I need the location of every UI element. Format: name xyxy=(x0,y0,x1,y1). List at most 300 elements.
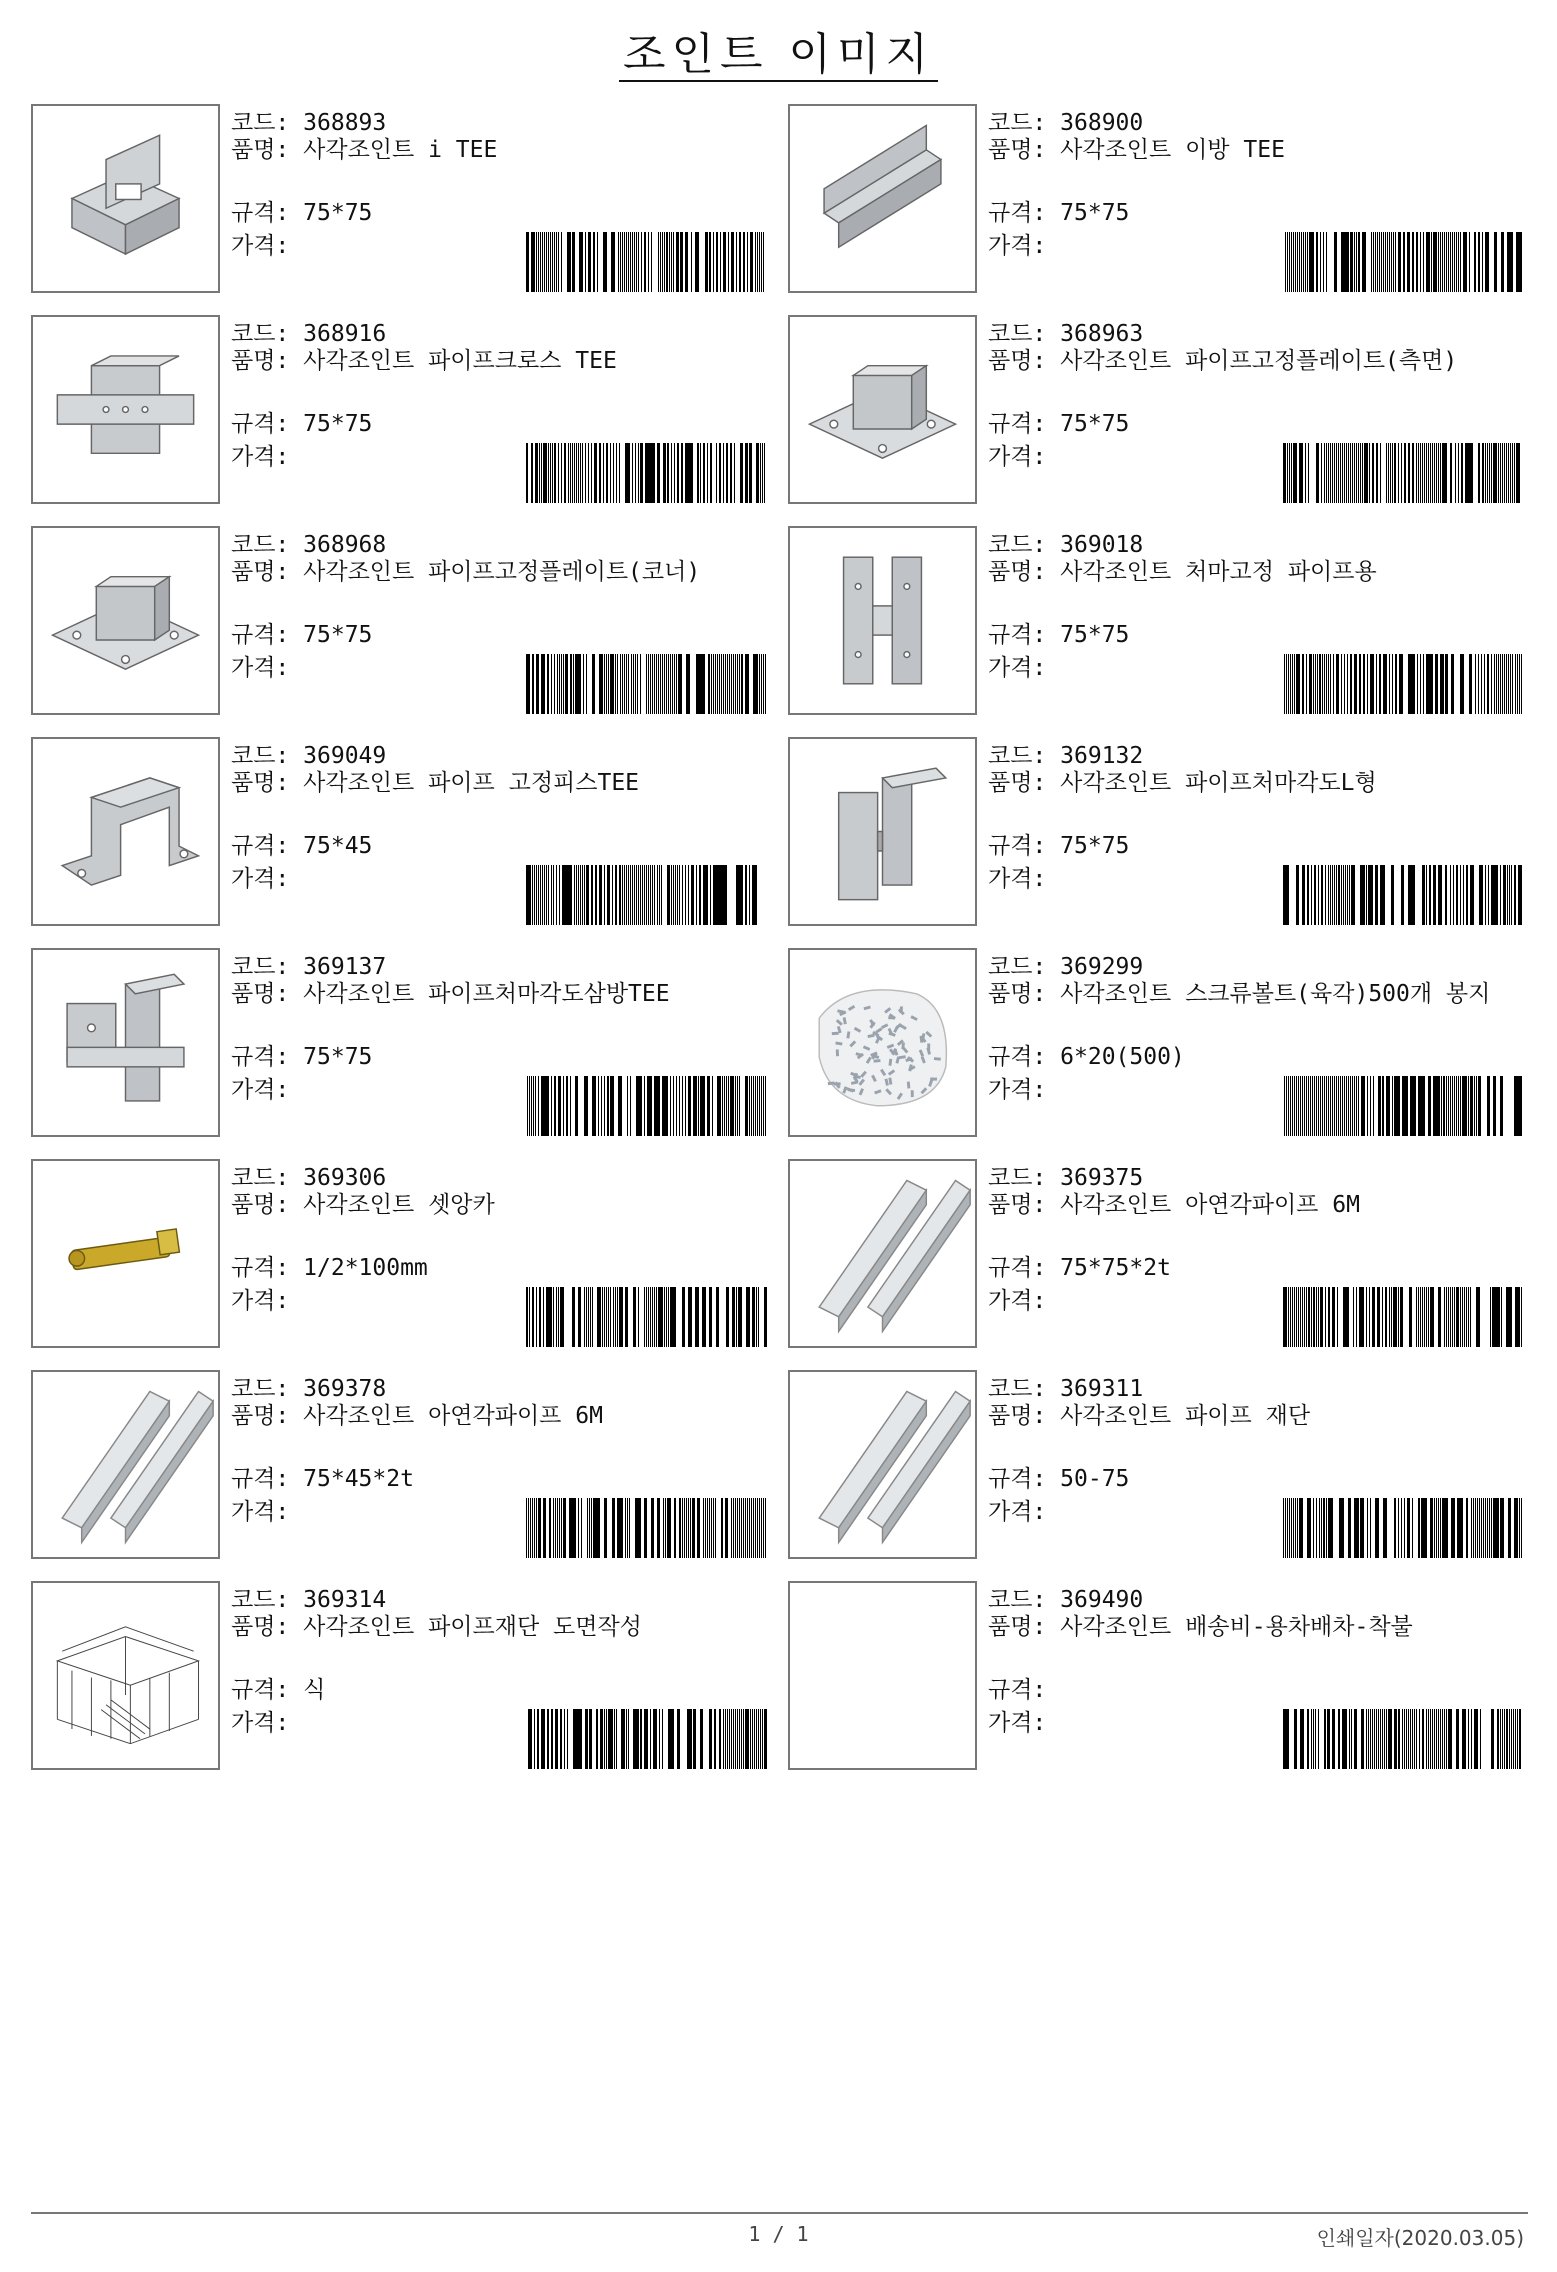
barcode-bar xyxy=(653,1709,654,1769)
barcode-bar xyxy=(619,443,620,503)
product-info xyxy=(988,526,1528,716)
barcode-bar xyxy=(592,1287,593,1347)
barcode-bar xyxy=(533,232,534,292)
barcode-bar xyxy=(1396,1076,1397,1136)
barcode-bar xyxy=(736,1287,737,1347)
barcode-bar xyxy=(1489,1498,1490,1558)
product-image xyxy=(31,1159,220,1348)
product-info xyxy=(231,104,771,294)
barcode-bar xyxy=(1429,654,1430,714)
barcode-bar xyxy=(714,865,715,925)
barcode-bar xyxy=(1292,1287,1293,1347)
barcode-bar xyxy=(526,1287,527,1347)
barcode-bar xyxy=(1377,443,1378,503)
product-card xyxy=(788,1370,1528,1560)
barcode-bar xyxy=(551,1709,552,1769)
barcode-bar xyxy=(1347,865,1348,925)
product-spec: 규격: 식 xyxy=(231,1677,326,1703)
barcode-bar xyxy=(1297,1498,1298,1558)
barcode-bar xyxy=(591,443,592,503)
barcode-bar xyxy=(529,1076,530,1136)
product-code: 코드: 368963 xyxy=(988,321,1144,347)
barcode-bar xyxy=(1341,865,1342,925)
barcode-bar xyxy=(1462,1076,1463,1136)
barcode-bar xyxy=(1316,443,1317,503)
barcode-bar xyxy=(538,1076,539,1136)
product-code: 코드: 368916 xyxy=(231,321,387,347)
product-spec: 규격: 75*75 xyxy=(231,622,373,648)
barcode-bar xyxy=(1429,232,1430,292)
barcode-bar xyxy=(689,1076,690,1136)
barcode-bar xyxy=(1428,1287,1429,1347)
barcode-bar xyxy=(709,1709,712,1769)
barcode-bar xyxy=(1305,443,1306,503)
barcode-bar xyxy=(1473,1498,1474,1558)
barcode-bar xyxy=(598,1076,599,1136)
barcode-bar xyxy=(1309,232,1310,292)
barcode-bar xyxy=(693,865,694,925)
barcode-bar xyxy=(737,1076,738,1136)
barcode-bar xyxy=(575,1076,578,1136)
barcode-bar xyxy=(1382,1076,1383,1136)
barcode-bar xyxy=(1462,1287,1463,1347)
barcode-bar xyxy=(1466,865,1467,925)
barcode-bar xyxy=(578,865,579,925)
barcode-bar xyxy=(617,654,618,714)
barcode-bar xyxy=(1414,1709,1415,1769)
barcode-bar xyxy=(650,654,651,714)
barcode-bar xyxy=(1448,1287,1449,1347)
barcode-bar xyxy=(1457,1498,1460,1558)
barcode-bar xyxy=(1337,654,1338,714)
barcode-bar xyxy=(742,654,743,714)
barcode-bar xyxy=(624,654,625,714)
barcode-bar xyxy=(1302,865,1303,925)
barcode-bar xyxy=(757,1076,758,1136)
barcode-bar xyxy=(1407,232,1408,292)
barcode-bar xyxy=(1468,1076,1469,1136)
barcode-bar xyxy=(1321,1287,1322,1347)
barcode-bar xyxy=(1466,1076,1467,1136)
barcode-bar xyxy=(1487,654,1488,714)
barcode-bar xyxy=(638,443,639,503)
barcode-bar xyxy=(677,1709,680,1769)
barcode-bar xyxy=(1286,865,1289,925)
barcode-bar xyxy=(1446,232,1447,292)
barcode-bar xyxy=(559,1076,560,1136)
barcode-bar xyxy=(571,654,572,714)
barcode-bar xyxy=(1376,443,1377,503)
product-card xyxy=(31,737,771,927)
barcode-bar xyxy=(1385,232,1386,292)
barcode-bar xyxy=(645,232,646,292)
barcode-bar xyxy=(1386,1709,1387,1769)
barcode-bar xyxy=(1283,443,1284,503)
barcode-bar xyxy=(659,1076,660,1136)
barcode-bar xyxy=(558,443,559,503)
barcode-bar xyxy=(565,443,566,503)
barcode-bar xyxy=(596,865,597,925)
barcode-bar xyxy=(652,654,653,714)
barcode-bar xyxy=(1361,1498,1364,1558)
barcode-bar xyxy=(596,1709,598,1769)
barcode-bar xyxy=(527,1076,528,1136)
barcode-bar xyxy=(1448,1076,1449,1136)
barcode-bar xyxy=(1438,1709,1439,1769)
product-price: 가격: xyxy=(988,1710,1047,1736)
barcode-bar xyxy=(608,865,609,925)
barcode-bar xyxy=(693,1076,694,1136)
barcode-bar xyxy=(620,654,621,714)
barcode-bar xyxy=(664,443,665,503)
barcode-bar xyxy=(1372,654,1373,714)
barcode-bar xyxy=(1296,865,1299,925)
barcode-bar xyxy=(577,654,578,714)
barcode-bar xyxy=(685,232,686,292)
barcode-bar xyxy=(526,443,528,503)
barcode-bar xyxy=(732,1287,733,1347)
barcode-bar xyxy=(655,1076,656,1136)
barcode-bar xyxy=(671,1709,674,1769)
barcode-bar xyxy=(735,654,736,714)
barcode-bar xyxy=(640,1709,641,1769)
barcode-bar xyxy=(1502,443,1503,503)
barcode-bar xyxy=(1474,232,1475,292)
barcode-bar xyxy=(658,232,659,292)
barcode-bar xyxy=(752,232,753,292)
barcode-bar xyxy=(1456,1709,1459,1769)
product-card xyxy=(31,526,771,716)
barcode-bar xyxy=(1478,1076,1481,1136)
barcode-bar xyxy=(1444,1709,1445,1769)
barcode-bar xyxy=(1455,443,1456,503)
barcode-bar xyxy=(1306,654,1307,714)
barcode-bar xyxy=(538,232,539,292)
barcode-bar xyxy=(667,1076,668,1136)
barcode-bar xyxy=(741,865,742,925)
barcode-bar xyxy=(1460,865,1461,925)
barcode-bar xyxy=(1498,654,1499,714)
barcode-bar xyxy=(1396,654,1397,714)
barcode xyxy=(1283,1076,1528,1136)
barcode-bar xyxy=(601,865,602,925)
barcode-bar xyxy=(1494,865,1495,925)
barcode-bar xyxy=(690,1076,691,1136)
barcode-bar xyxy=(703,865,704,925)
barcode-bar xyxy=(636,232,637,292)
barcode-bar xyxy=(586,654,587,714)
barcode-bar xyxy=(749,1076,750,1136)
barcode-bar xyxy=(557,654,558,714)
barcode-bar xyxy=(1422,443,1423,503)
barcode-bar xyxy=(685,865,686,925)
barcode-bar xyxy=(1464,232,1465,292)
product-price: 가격: xyxy=(988,444,1047,470)
barcode-bar xyxy=(1362,443,1363,503)
barcode xyxy=(526,443,771,503)
barcode-bar xyxy=(1389,654,1390,714)
barcode-bar xyxy=(539,1287,540,1347)
barcode-bar xyxy=(1404,1498,1405,1558)
barcode-bar xyxy=(1510,654,1511,714)
barcode-bar xyxy=(583,654,584,714)
barcode-bar xyxy=(749,443,752,503)
barcode-bar xyxy=(582,443,583,503)
barcode-bar xyxy=(627,1076,628,1136)
barcode xyxy=(1283,443,1528,503)
barcode-bar xyxy=(1408,1709,1409,1769)
barcode-bar xyxy=(1387,1076,1388,1136)
barcode-bar xyxy=(1326,232,1327,292)
barcode-bar xyxy=(1412,1076,1413,1136)
barcode-bar xyxy=(705,865,706,925)
barcode-bar xyxy=(713,865,714,925)
barcode-bar xyxy=(1465,232,1466,292)
barcode-bar xyxy=(743,1498,744,1558)
barcode-bar xyxy=(716,1287,719,1347)
barcode-bar xyxy=(1423,232,1424,292)
barcode-bar xyxy=(661,865,662,925)
barcode-bar xyxy=(1487,1498,1488,1558)
barcode-bar xyxy=(1376,654,1377,714)
barcode-bar xyxy=(1384,654,1385,714)
barcode-bar xyxy=(640,654,641,714)
barcode-bar xyxy=(1338,443,1339,503)
barcode-bar xyxy=(1317,654,1318,714)
barcode-bar xyxy=(692,443,693,503)
barcode-bar xyxy=(587,865,588,925)
barcode-bar xyxy=(634,232,635,292)
barcode-bar xyxy=(1422,1709,1423,1769)
barcode-bar xyxy=(663,1498,664,1558)
barcode-bar xyxy=(627,1498,628,1558)
barcode-bar xyxy=(729,654,730,714)
barcode-bar xyxy=(1328,443,1329,503)
barcode-bar xyxy=(528,232,529,292)
barcode-bar xyxy=(680,232,683,292)
barcode-bar xyxy=(554,232,555,292)
barcode-bar xyxy=(715,1498,716,1558)
barcode-bar xyxy=(1303,232,1304,292)
barcode-bar xyxy=(723,654,724,714)
barcode-bar xyxy=(1326,1498,1327,1558)
barcode-bar xyxy=(759,654,760,714)
barcode-bar xyxy=(557,1498,558,1558)
barcode-bar xyxy=(745,865,746,925)
barcode-bar xyxy=(1287,1498,1288,1558)
barcode-bar xyxy=(675,865,676,925)
barcode-bar xyxy=(1320,1287,1321,1347)
barcode-bar xyxy=(527,232,528,292)
barcode-bar xyxy=(1307,232,1308,292)
barcode-bar xyxy=(715,865,716,925)
barcode-bar xyxy=(696,865,697,925)
product-name: 품명: 사각조인트 처마고정 파이프용 xyxy=(988,559,1377,585)
barcode-bar xyxy=(646,1709,647,1769)
barcode-bar xyxy=(1496,443,1497,503)
barcode-bar xyxy=(1422,865,1425,925)
barcode-bar xyxy=(1445,654,1448,714)
barcode-bar xyxy=(1493,1498,1494,1558)
barcode-bar xyxy=(1291,1498,1292,1558)
barcode-bar xyxy=(1368,1709,1369,1769)
barcode-bar xyxy=(1424,443,1425,503)
barcode-bar xyxy=(1446,1076,1447,1136)
barcode-bar xyxy=(1487,1076,1490,1136)
barcode-bar xyxy=(1286,1287,1287,1347)
barcode-bar xyxy=(1458,232,1459,292)
barcode-bar xyxy=(1484,654,1485,714)
product-image xyxy=(788,315,977,504)
barcode-bar xyxy=(1354,1076,1355,1136)
barcode-bar xyxy=(1330,654,1331,714)
product-card xyxy=(788,104,1528,294)
barcode-bar xyxy=(544,654,545,714)
barcode-bar xyxy=(650,1076,651,1136)
barcode-bar xyxy=(531,1709,532,1769)
barcode-bar xyxy=(592,654,595,714)
barcode-bar xyxy=(612,1709,613,1769)
barcode-bar xyxy=(1395,1498,1396,1558)
product-name: 품명: 사각조인트 아연각파이프 6M xyxy=(231,1403,603,1429)
product-name: 품명: 사각조인트 파이프고정플레이트(코너) xyxy=(231,559,701,585)
barcode-bar xyxy=(1422,1287,1423,1347)
barcode-bar xyxy=(1444,1287,1445,1347)
u-channel-joint-icon xyxy=(790,106,975,291)
barcode-bar xyxy=(666,1076,667,1136)
barcode-bar xyxy=(745,654,749,714)
barcode-bar xyxy=(1444,1076,1445,1136)
barcode-bar xyxy=(1488,865,1489,925)
barcode-bar xyxy=(1391,1709,1392,1769)
barcode-bar xyxy=(733,1287,734,1347)
barcode-bar xyxy=(574,865,575,925)
barcode-bar xyxy=(737,1498,738,1558)
barcode-bar xyxy=(1521,232,1522,292)
barcode-bar xyxy=(1364,654,1365,714)
barcode-bar xyxy=(576,443,577,503)
barcode-bar xyxy=(731,1709,732,1769)
barcode-bar xyxy=(1428,654,1429,714)
barcode-bar xyxy=(1446,1287,1447,1347)
barcode-bar xyxy=(536,865,537,925)
barcode-bar xyxy=(1285,1498,1286,1558)
barcode-bar xyxy=(753,654,757,714)
footer-divider xyxy=(31,2212,1528,2214)
barcode-bar xyxy=(718,865,719,925)
barcode-bar xyxy=(747,1498,748,1558)
barcode-bar xyxy=(1326,1076,1327,1136)
barcode-bar xyxy=(600,443,601,503)
barcode-bar xyxy=(734,443,735,503)
barcode-bar xyxy=(1521,1498,1522,1558)
barcode-bar xyxy=(756,1287,757,1347)
barcode-bar xyxy=(640,443,643,503)
barcode-bar xyxy=(676,1076,677,1136)
product-price: 가격: xyxy=(988,1288,1047,1314)
barcode-bar xyxy=(559,1498,560,1558)
barcode-bar xyxy=(1518,865,1519,925)
barcode-bar xyxy=(1376,1709,1377,1769)
barcode-bar xyxy=(1336,1076,1337,1136)
barcode-bar xyxy=(1409,1498,1410,1558)
barcode-bar xyxy=(638,1498,641,1558)
barcode-bar xyxy=(566,865,567,925)
barcode-bar xyxy=(678,654,682,714)
barcode-bar xyxy=(1383,654,1384,714)
barcode-bar xyxy=(1500,1076,1503,1136)
barcode-bar xyxy=(1399,1076,1400,1136)
barcode-bar xyxy=(1479,1498,1480,1558)
barcode-bar xyxy=(1410,1709,1411,1769)
barcode-bar xyxy=(759,232,760,292)
barcode-bar xyxy=(673,232,674,292)
barcode-bar xyxy=(600,1709,601,1769)
barcode-bar xyxy=(662,1076,663,1136)
barcode-bar xyxy=(1404,232,1405,292)
barcode-bar xyxy=(1347,1287,1348,1347)
barcode-bar xyxy=(1318,1287,1319,1347)
barcode-bar xyxy=(1487,443,1488,503)
barcode-bar xyxy=(648,1076,649,1136)
barcode-bar xyxy=(559,865,560,925)
barcode-bar xyxy=(721,865,724,925)
barcode-bar xyxy=(727,443,728,503)
barcode-bar xyxy=(1301,443,1302,503)
barcode-bar xyxy=(759,1076,760,1136)
barcode-bar xyxy=(1367,1076,1368,1136)
barcode-bar xyxy=(1330,1076,1331,1136)
barcode-bar xyxy=(1438,1498,1439,1558)
barcode-bar xyxy=(547,1076,548,1136)
barcode-bar xyxy=(1352,443,1353,503)
barcode-bar xyxy=(745,443,748,503)
barcode-bar xyxy=(751,1498,752,1558)
barcode-bar xyxy=(719,443,720,503)
barcode-bar xyxy=(1372,1287,1373,1347)
barcode-bar xyxy=(630,865,631,925)
barcode-bar xyxy=(1344,443,1345,503)
barcode-bar xyxy=(640,865,641,925)
barcode-bar xyxy=(555,1076,556,1136)
barcode-bar xyxy=(1364,1076,1365,1136)
product-info xyxy=(988,1581,1528,1771)
barcode-bar xyxy=(1354,654,1355,714)
barcode-bar xyxy=(763,1076,764,1136)
barcode-bar xyxy=(1450,1076,1451,1136)
barcode-bar xyxy=(1326,654,1327,714)
barcode-bar xyxy=(645,443,648,503)
barcode-bar xyxy=(554,1076,555,1136)
barcode-bar xyxy=(1310,1076,1311,1136)
barcode-bar xyxy=(1483,1498,1484,1558)
barcode-bar xyxy=(552,443,553,503)
barcode-bar xyxy=(563,1498,566,1558)
barcode-bar xyxy=(669,232,670,292)
barcode-bar xyxy=(570,443,571,503)
barcode-bar xyxy=(1456,232,1457,292)
barcode-bar xyxy=(1442,443,1443,503)
barcode-bar xyxy=(608,1709,612,1769)
barcode-bar xyxy=(529,1287,530,1347)
product-code: 코드: 369378 xyxy=(231,1376,387,1402)
barcode-bar xyxy=(558,232,559,292)
barcode-bar xyxy=(538,1498,541,1558)
barcode-bar xyxy=(703,1287,706,1347)
barcode-bar xyxy=(1311,654,1312,714)
square-box-joint-icon xyxy=(33,106,218,291)
barcode-bar xyxy=(1475,1498,1476,1558)
